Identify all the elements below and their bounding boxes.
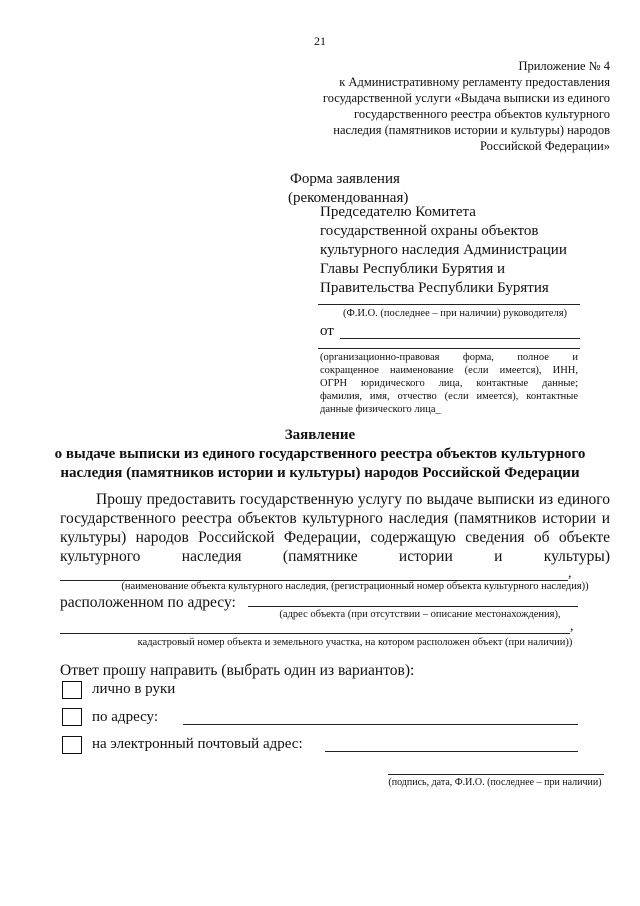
cadastral-line[interactable] xyxy=(60,633,570,634)
title-line-3: наследия (памятников истории и культуры) народов Российской Федерации xyxy=(60,465,580,481)
body-line: культуры) народов Российской Федерации, содержащую сведения об объекте xyxy=(60,529,610,546)
signature-line[interactable] xyxy=(388,774,604,775)
option-in-person-checkbox[interactable] xyxy=(62,681,82,699)
reply-prompt: Ответ прошу направить (выбрать один из вариантов): xyxy=(60,662,415,679)
cadastral-comma: , xyxy=(570,619,574,634)
option-email-label: на электронный почтовый адрес: xyxy=(92,736,303,752)
object-comma: , xyxy=(568,566,572,581)
appendix-line: Приложение № 4 xyxy=(518,59,610,73)
request-paragraph xyxy=(60,490,610,566)
addressee-line: Председателю Комитета xyxy=(320,204,476,220)
title-line-2: о выдаче выписки из единого государственного реестра объектов культурного xyxy=(54,446,586,462)
sender-caption xyxy=(320,351,578,416)
option-email-checkbox[interactable] xyxy=(62,736,82,754)
addressee-line: Главы Республики Бурятия и xyxy=(320,261,505,277)
sender-caption-line: ОГРН юридического лица, контактные данные; xyxy=(320,378,578,389)
addressee-line: культурного наследия Администрации xyxy=(320,242,567,258)
body-line: Прошу предоставить государственную услугу по выдаче выписки из единого xyxy=(96,491,610,508)
head-name-caption: (Ф.И.О. (последнее – при наличии) руководителя) xyxy=(342,308,568,319)
appendix-line: наследия (памятников истории и культуры) народов xyxy=(333,123,610,137)
page-number: 21 xyxy=(314,34,326,48)
head-name-line[interactable] xyxy=(318,304,580,305)
option-address-checkbox[interactable] xyxy=(62,708,82,726)
addressee-line: Правительства Республики Бурятия xyxy=(320,280,549,296)
option-email-line[interactable] xyxy=(325,751,578,752)
from-label: от xyxy=(320,323,334,339)
sender-caption-line: (организационно-правовая форма, полное и xyxy=(320,352,578,363)
address-label: расположенном по адресу: xyxy=(60,594,236,611)
form-subtitle: (рекомендованная) xyxy=(288,190,409,206)
option-in-person-label: лично в руки xyxy=(92,681,176,697)
addressee-block xyxy=(320,203,567,298)
address-line[interactable] xyxy=(248,606,578,607)
sender-caption-line: фамилия, имя, отчество (если имеется), контактные xyxy=(320,391,578,402)
sender-caption-line: сокращенное наименование (если имеется), ИНН, xyxy=(320,365,578,376)
appendix-line: к Административному регламенту предоставления xyxy=(339,75,610,89)
appendix-header xyxy=(280,58,610,154)
option-address-label: по адресу: xyxy=(92,709,159,725)
sender-line[interactable] xyxy=(340,338,580,339)
appendix-line: Российской Федерации» xyxy=(479,139,610,153)
address-caption: (адрес объекта (при отсутствии – описание местонахождения), xyxy=(279,609,561,620)
cadastral-caption: кадастровый номер объекта и земельного участка, на котором расположен объект (при наличии)) xyxy=(137,637,573,648)
form-title-text: Форма заявления xyxy=(290,171,400,187)
body-line: культурного наследия (памятнике истории и культуры) xyxy=(60,548,610,565)
sender-line-2[interactable] xyxy=(318,348,580,349)
document-title xyxy=(40,426,600,483)
addressee-line: государственной охраны объектов xyxy=(320,223,539,239)
appendix-line: государственного реестра объектов культурного xyxy=(354,107,610,121)
body-line: государственного реестра объектов культурного наследия (памятников истории и xyxy=(60,510,610,527)
option-address-line[interactable] xyxy=(183,724,578,725)
object-caption: (наименование объекта культурного наследия, (регистрационный номер объекта культурного наследия)) xyxy=(121,581,589,592)
sender-caption-line: данные физического лица_ xyxy=(320,404,441,415)
signature-caption: (подпись, дата, Ф.И.О. (последнее – при наличии) xyxy=(388,777,602,788)
title-line-1: Заявление xyxy=(284,427,356,443)
appendix-line: государственной услуги «Выдача выписки из единого xyxy=(322,91,610,105)
